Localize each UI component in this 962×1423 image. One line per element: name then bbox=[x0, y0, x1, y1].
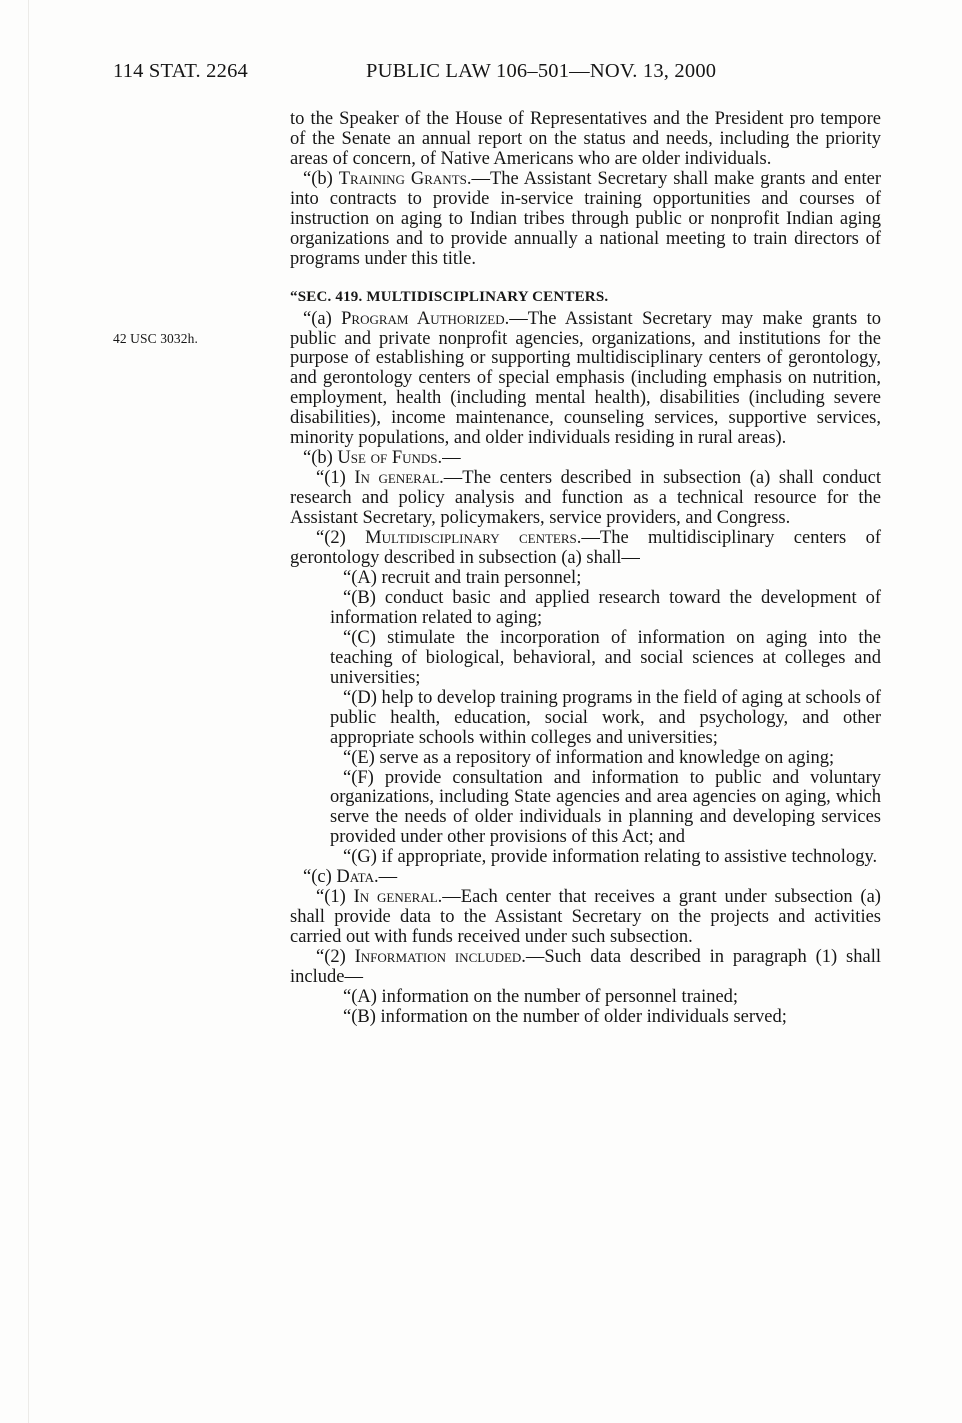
subsection-a-program-authorized bbox=[290, 310, 881, 450]
paragraph-label: “(1) bbox=[316, 468, 355, 489]
paragraph-b1-in-general bbox=[290, 469, 881, 529]
clause-b-a: “(A) recruit and train personnel; bbox=[343, 567, 582, 588]
clause-b-b: “(B) conduct basic and applied research toward the development of information related to aging; bbox=[330, 587, 881, 628]
subsection-heading: Data bbox=[336, 867, 374, 888]
page-header bbox=[113, 60, 962, 90]
subsection-b-training-grants bbox=[290, 170, 881, 270]
subsection-text: .—The Assistant Secretary may make grants to public and private nonprofit agencies, organizations, and institutions for the purpose of establishing or supporting multidisciplinary centers of gerontology, and gerontology centers of special emphasis (including emphasis on nutrition, employment, health (including mental health), disabilities (including severe disabilities), income maintenance, counseling services, supportive services, minority populations, and older individuals residing in rural areas). bbox=[290, 308, 881, 449]
clause-c-a: “(A) information on the number of personnel trained; bbox=[343, 986, 739, 1007]
clause-b-g: “(G) if appropriate, provide information relating to assistive technology. bbox=[343, 847, 878, 868]
subsection-c-data bbox=[290, 868, 881, 888]
paragraph-heading: Multidisciplinary centers bbox=[365, 528, 577, 549]
subsection-text: .— bbox=[437, 448, 461, 469]
paragraph-b2-multidisciplinary-centers bbox=[290, 529, 881, 569]
public-law-reference: PUBLIC LAW 106–501—NOV. 13, 2000 bbox=[366, 60, 717, 82]
paragraph-text: .—The centers described in subsection (a) shall conduct research and policy analysis and function as a technical resource for the Assistant Secretary, policymakers, service providers, and Congress. bbox=[290, 468, 881, 529]
subsection-label: “(b) bbox=[303, 168, 339, 189]
paragraph-label: “(2) bbox=[316, 528, 366, 549]
paragraph-text: .—Such data described in paragraph (1) shall include— bbox=[290, 947, 881, 988]
paragraph-text: .—Each center that receives a grant under subsection (a) shall provide data to the Assistant Secretary on the projects and activities carried out with funds received under such subsection. bbox=[290, 887, 881, 948]
document-body bbox=[290, 110, 881, 1028]
subsection-label: “(a) bbox=[303, 308, 342, 329]
paragraph-heading: Information included bbox=[354, 947, 522, 968]
page-edge bbox=[28, 0, 29, 1423]
paragraph-c2-information-included bbox=[290, 948, 881, 988]
section-heading: “SEC. 419. MULTIDISCIPLINARY CENTERS. bbox=[290, 288, 609, 305]
stat-reference: 114 STAT. 2264 bbox=[113, 60, 248, 82]
clause-b-f: “(F) provide consultation and information to public and voluntary organizations, including State agencies and area agencies on aging, which serve the needs of older individuals in planning and developing services provided under other provisions of this Act; and bbox=[330, 767, 881, 848]
paragraph-heading: In general bbox=[353, 887, 438, 908]
clause-c-b: “(B) information on the number of older individuals served; bbox=[343, 1006, 787, 1027]
paragraph-label: “(2) bbox=[316, 947, 355, 968]
paragraph-c1-in-general bbox=[290, 888, 881, 948]
paragraph-label: “(1) bbox=[316, 887, 354, 908]
paragraph-text: .—The multidisciplinary centers of gerontology described in subsection (a) shall— bbox=[290, 528, 881, 569]
clause-b-d: “(D) help to develop training programs in the field of aging at schools of public health, education, social work, and psychology, and other appropriate schools within colleges and universities; bbox=[330, 687, 881, 748]
subsection-b-use-of-funds bbox=[290, 449, 881, 469]
subsection-text: .— bbox=[373, 867, 398, 888]
clause-b-e: “(E) serve as a repository of information and knowledge on aging; bbox=[343, 747, 835, 768]
subsection-label: “(b) bbox=[303, 448, 338, 469]
subsection-label: “(c) bbox=[303, 867, 337, 888]
paragraph-heading: In general bbox=[354, 468, 440, 489]
subsection-heading: Program Authorized bbox=[341, 308, 505, 329]
subsection-heading: Use of Funds bbox=[337, 448, 438, 469]
subsection-text: .—The Assistant Secretary shall make grants and enter into contracts to provide in-service training opportunities and courses of instruction on aging to Indian tribes through public or nonprofit Indian aging organizations and to provide annually a national meeting to train directors of programs under this title. bbox=[290, 168, 881, 269]
clause-b-c: “(C) stimulate the incorporation of information on aging into the teaching of biological, behavioral, and social sciences at colleges and universities; bbox=[330, 627, 881, 688]
subsection-heading: Training Grants bbox=[338, 168, 467, 189]
paragraph-continuation: to the Speaker of the House of Representatives and the President pro tempore of the Senate an annual report on the status and needs, including the priority areas of concern, of Native Americans who are older individuals. bbox=[290, 109, 881, 169]
marginal-note: 42 USC 3032h. bbox=[113, 331, 198, 346]
